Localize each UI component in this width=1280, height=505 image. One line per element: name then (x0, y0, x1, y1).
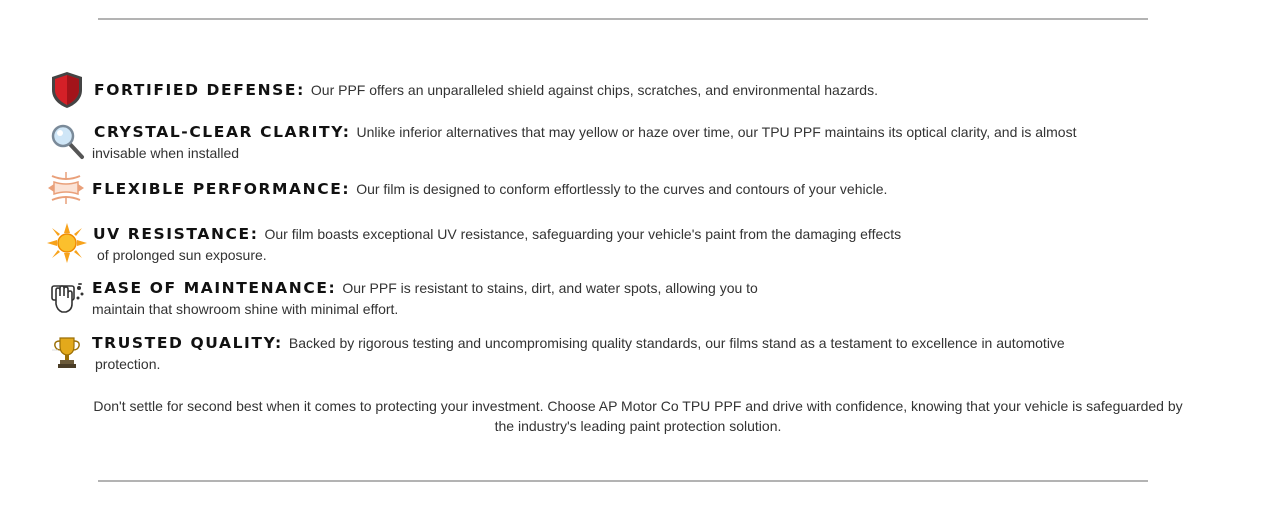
feature-description: Our PPF is resistant to stains, dirt, and water spots, allowing you to (342, 280, 758, 296)
shield-icon (48, 70, 88, 110)
feature-description: Our film boasts exceptional UV resistance, safeguarding your vehicle's paint from the damaging effects (264, 226, 902, 242)
flex-arrows-icon (46, 170, 86, 210)
feature-description-continued: invisable when installed (92, 145, 240, 161)
feature-heading: TRUSTED QUALITY: (92, 334, 283, 352)
feature-heading: FLEXIBLE PERFORMANCE: (92, 180, 351, 198)
bottom-divider (98, 480, 1148, 482)
feature-description: Backed by rigorous testing and uncompromising quality standards, our films stand as a testament to excellence in automotive (288, 335, 1065, 351)
feature-description-continued: maintain that showroom shine with minimal effort. (92, 301, 399, 317)
feature-description: Our PPF offers an unparalleled shield against chips, scratches, and environmental hazards. (310, 82, 878, 98)
sun-icon (46, 222, 86, 262)
feature-heading: FORTIFIED DEFENSE: (94, 81, 305, 99)
top-divider (98, 18, 1148, 20)
feature-heading: EASE OF MAINTENANCE: (92, 279, 337, 297)
hand-cleaning-icon (50, 280, 90, 320)
feature-heading: UV RESISTANCE: (93, 225, 259, 243)
trophy-icon (50, 334, 90, 374)
feature-heading: CRYSTAL-CLEAR CLARITY: (94, 123, 351, 141)
magnifier-icon (50, 122, 90, 162)
feature-description-continued: of prolonged sun exposure. (97, 247, 267, 263)
feature-description: Our film is designed to conform effortlessly to the curves and contours of your vehicle. (356, 181, 888, 197)
feature-description-continued: protection. (95, 356, 161, 372)
feature-description: Unlike inferior alternatives that may yellow or haze over time, our TPU PPF maintains its optical clarity, and is almost (356, 124, 1077, 140)
closing-statement: Don't settle for second best when it comes to protecting your investment. Choose AP Motor Co TPU PPF and drive with confidence, knowing that your vehicle is safeguarded by the industry's leading paint protection solution. (93, 398, 1183, 434)
